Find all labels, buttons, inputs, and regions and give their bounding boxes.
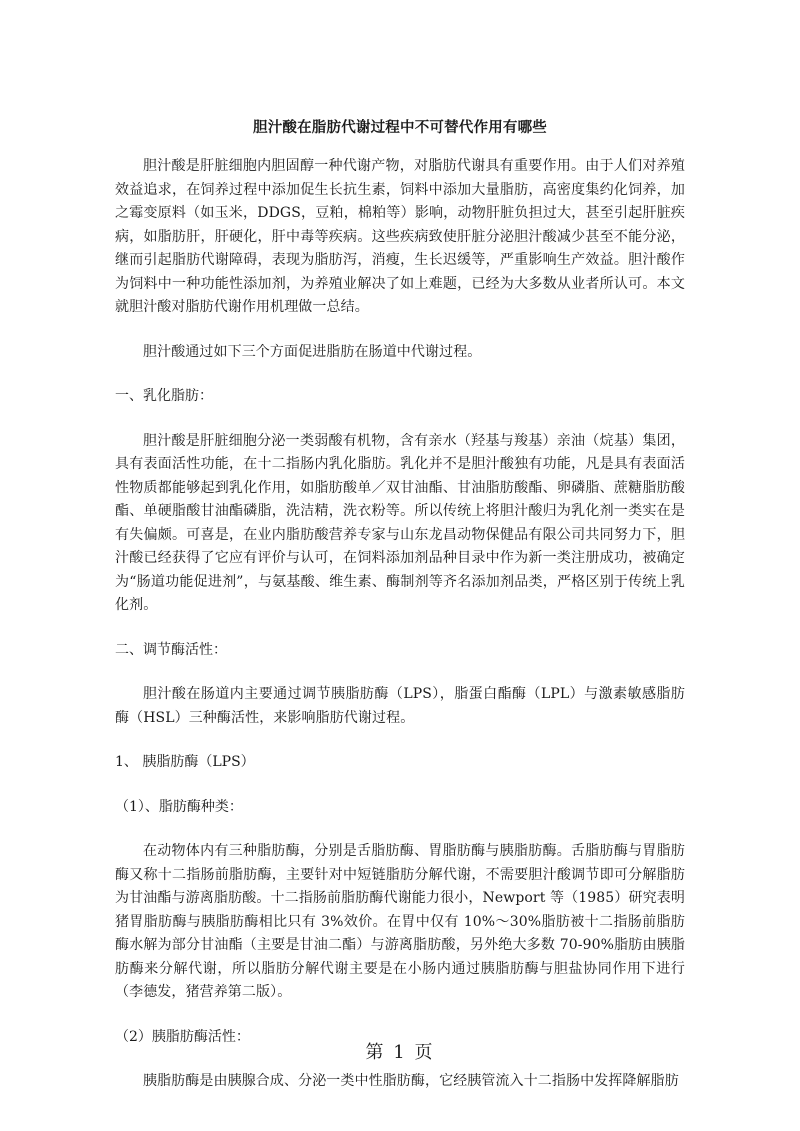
section-heading-emulsify: 一、乳化脂肪： (115, 388, 213, 404)
page-number: 第 1 页 (365, 1042, 435, 1063)
section-heading-enzyme: 二、调节酶活性： (115, 641, 227, 658)
paragraph-enzyme: 胆汁酸在肠道内主要通过调节胰脂肪酶（LPS），脂蛋白酯酶（LPL）与激素敏感脂肪酶（HSL）三种酶活性，来影响脂肪代谢过程。 (115, 686, 685, 726)
subsection-heading-lps: 1、 胰脂肪酶（LPS） (115, 754, 255, 770)
document-body (115, 117, 685, 1115)
document-title: 胆汁酸在脂肪代谢过程中不可替代作用有哪些 (253, 120, 547, 136)
paragraph-lipase-types: 在动物体内有三种脂肪酶，分别是舌脂肪酶、胃脂肪酶与胰脂肪酶。舌脂肪酶与胃脂肪酶又称十二指肠前脂肪酶，主要针对中短链脂肪分解代谢，不需要胆汁酸调节即可分解脂肪为甘油酯与游离脂肪酸。十二指肠前脂肪酶代谢能力很小，Newport 等（1985）研究表明猪胃脂肪酶与胰脂肪酶相比只有 3%效价。在胃中仅有 10%～30%脂肪被十二指肠前脂肪酶水解为部分甘油酯（主要是甘油二酯）与游离脂肪酸，另外绝大多数 70-90%脂肪由胰脂肪酶来分解代谢，所以脂肪分解代谢主要是在小肠内通过胰脂肪酶与胆盐协同作用下进行（李德发，猪营养第二版）。 (115, 843, 685, 1000)
paragraph-overview: 胆汁酸通过如下三个方面促进脂肪在肠道中代谢过程。 (143, 343, 482, 360)
paragraph-emulsify: 胆汁酸是肝脏细胞分泌一类弱酸有机物，含有亲水（羟基与羧基）亲油（烷基）集团，具有表面活性功能，在十二指肠内乳化脂肪。乳化并不是胆汁酸独有功能，凡是具有表面活性物质都能够起到乳化作用，如脂肪酸单／双甘油酯、甘油脂肪酸酯、卵磷脂、蔗糖脂肪酸酯、单硬脂酸甘油酯磷脂，洗洁精，洗衣粉等。所以传统上将胆汁酸归为乳化剂一类实在是有失偏颇。可喜是，在业内脂肪酸营养专家与山东龙昌动物保健品有限公司共同努力下，胆汁酸已经获得了它应有评价与认可，在饲料添加剂品种目录中作为新一类注册成功，被确定为“肠道功能促进剂”，与氨基酸、维生素、酶制剂等齐名添加剂品类，严格区别于传统上乳化剂。 (115, 432, 685, 613)
subsection-heading-lipase-activity: （2）胰脂肪酶活性： (115, 1028, 250, 1045)
paragraph-lipase-activity: 胰脂肪酶是由胰腺合成、分泌一类中性脂肪酶，它经胰管流入十二指肠中发挥降解脂肪 (143, 1073, 679, 1089)
subsection-heading-lipase-types: （1）、脂肪酶种类： (115, 798, 243, 815)
paragraph-intro: 胆汁酸是肝脏细胞内胆固醇一种代谢产物，对脂肪代谢具有重要作用。由于人们对养殖效益追求，在饲养过程中添加促生长抗生素，饲料中添加大量脂肪，高密度集约化饲养，加之霉变原料（如玉米，DDGS，豆粕，棉粕等）影响，动物肝脏负担过大，甚至引起肝脏疾病，如脂肪肝，肝硬化，肝中毒等疾病。这些疾病致使肝脏分泌胆汁酸减少甚至不能分泌，继而引起脂肪代谢障碍，表现为脂肪泻，消瘦，生长迟缓等，严重影响生产效益。胆汁酸作为饲料中一种功能性添加剂，为养殖业解决了如上难题，已经为大多数从业者所认可。本文就胆汁酸对脂肪代谢作用机理做一总结。 (115, 158, 685, 315)
